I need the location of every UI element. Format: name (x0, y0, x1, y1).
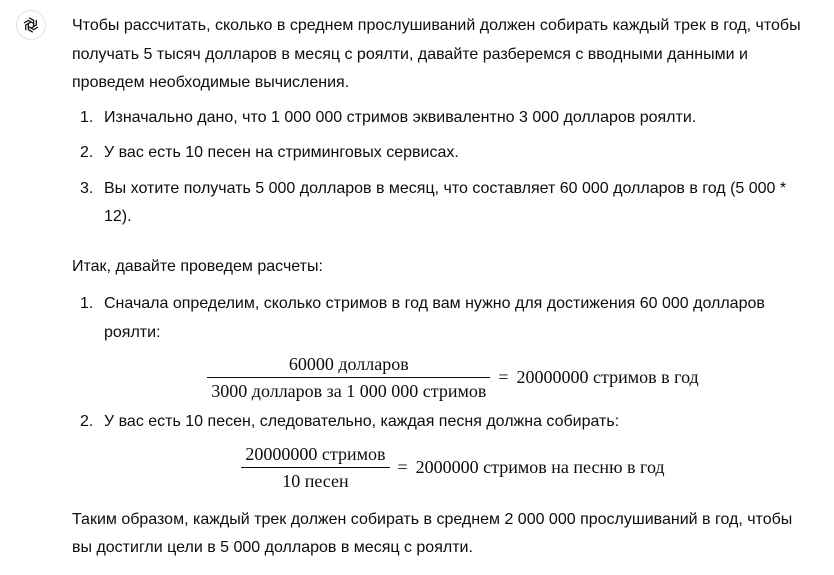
list-text: Изначально дано, что 1 000 000 стримов эквивалентно 3 000 долларов роялти. (104, 108, 697, 126)
list-item (72, 139, 802, 168)
list-item (72, 175, 802, 232)
avatar (16, 10, 46, 40)
formula-result: 2000000 стримов на песню в год (415, 456, 665, 477)
list-number: 2. (80, 144, 94, 161)
fraction (207, 353, 490, 402)
steps-list (72, 290, 802, 492)
list-item (72, 104, 802, 133)
fraction-numerator: 20000000 стримов (245, 443, 386, 464)
fraction (241, 443, 389, 492)
list-item (72, 290, 802, 347)
openai-logo-icon (21, 15, 41, 35)
list-number: 2. (80, 413, 94, 430)
list-item (72, 408, 802, 437)
conclusion-paragraph: Таким образом, каждый трек должен собирать в среднем 2 000 000 прослушиваний в год, чтобы вы достигли цели в 5 000 долларов в месяц с роялти. (72, 510, 793, 556)
list-number: 1. (80, 295, 94, 312)
formula-result: 20000000 стримов в год (516, 367, 699, 387)
list-number: 3. (80, 179, 94, 197)
fraction-numerator: 60000 долларов (288, 354, 409, 374)
list-text: Вы хотите получать 5 000 долларов в месяц, что составляет 60 000 долларов в год (5 000 * 12). (104, 179, 787, 225)
equals-sign: = (498, 367, 509, 387)
list-text: Сначала определим, сколько стримов в год вам нужно для достижения 60 000 долларов роялти: (104, 295, 765, 341)
list-text: У вас есть 10 песен, следовательно, каждая песня должна собирать: (104, 413, 620, 430)
formula-streams-per-year (104, 353, 802, 402)
assistant-message (72, 12, 802, 563)
fraction-denominator: 10 песен (282, 470, 349, 491)
fraction-denominator: 3000 долларов за 1 000 000 стримов (211, 381, 487, 401)
calc-intro: Итак, давайте проведем расчеты: (72, 257, 323, 275)
formula-streams-per-song (104, 443, 802, 492)
list-text: У вас есть 10 песен на стриминговых сервисах. (104, 144, 459, 161)
intro-paragraph: Чтобы рассчитать, сколько в среднем прослушиваний должен собирать каждый трек в год, чтобы получать 5 тысяч долларов в месяц с роялти, давайте разберемся с вводными данными и проведем необходимые вычисления. (72, 17, 801, 91)
list-number: 1. (80, 108, 94, 126)
equals-sign: = (397, 456, 408, 477)
givens-list (72, 104, 802, 232)
